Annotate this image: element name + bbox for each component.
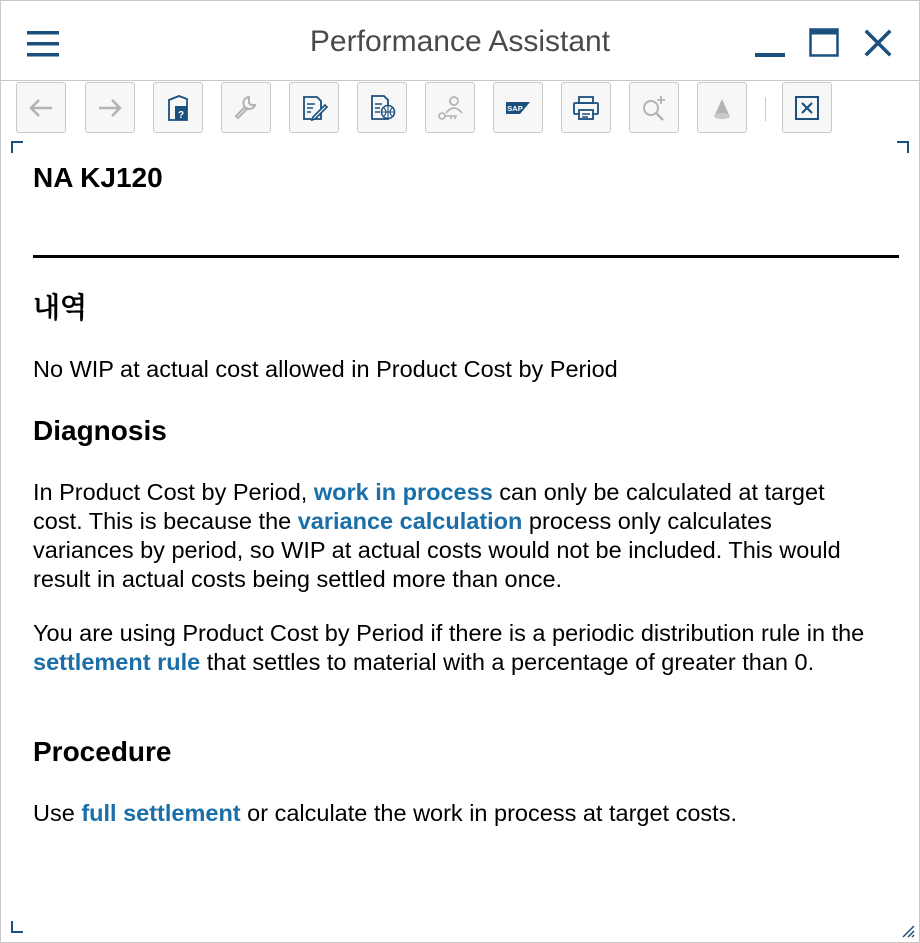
application-help-button[interactable] bbox=[153, 82, 203, 133]
diagnosis-paragraph-2 bbox=[33, 619, 878, 677]
window-title: Performance Assistant bbox=[309, 25, 611, 58]
arrow-left-icon bbox=[26, 93, 56, 123]
link-work-in-process[interactable]: work in process bbox=[313, 479, 493, 505]
procedure-heading: Procedure bbox=[33, 736, 172, 767]
cone-icon bbox=[707, 93, 737, 123]
toolbar-separator bbox=[765, 97, 766, 121]
person-key-icon bbox=[435, 93, 465, 123]
printer-icon bbox=[571, 93, 601, 123]
close-document-button[interactable] bbox=[782, 82, 832, 133]
resize-grip-icon[interactable] bbox=[899, 922, 915, 938]
document-globe-icon bbox=[367, 93, 397, 123]
close-icon[interactable] bbox=[858, 23, 898, 63]
svg-text:?: ? bbox=[177, 109, 185, 121]
message-id-title: NA KJ120 bbox=[33, 162, 163, 193]
zoom-plus-icon bbox=[639, 93, 669, 123]
short-text: No WIP at actual cost allowed in Product Cost by Period bbox=[33, 356, 618, 382]
link-full-settlement[interactable]: full settlement bbox=[81, 800, 241, 826]
diagnosis-heading: Diagnosis bbox=[33, 415, 167, 446]
sap-library-button[interactable] bbox=[493, 82, 543, 133]
wrench-icon bbox=[231, 93, 261, 123]
diagnosis-p1-text-2: can only be calculated at target cost. This is because the bbox=[33, 479, 825, 534]
document-content bbox=[33, 161, 899, 826]
technical-info-button[interactable] bbox=[221, 82, 271, 133]
user-settings-button[interactable] bbox=[425, 82, 475, 133]
maximize-icon[interactable] bbox=[804, 23, 844, 63]
corner-mark-bottom-left bbox=[11, 921, 23, 933]
sap-logo-icon bbox=[503, 93, 533, 123]
triangle-button[interactable] bbox=[697, 82, 747, 133]
diagnosis-paragraph-1 bbox=[33, 478, 853, 594]
corner-mark-top-right bbox=[897, 141, 909, 153]
print-button[interactable] bbox=[561, 82, 611, 133]
svg-text:SAP: SAP bbox=[507, 103, 523, 113]
document-edit-icon bbox=[299, 93, 329, 123]
diagnosis-p2-text-1: You are using Product Cost by Period if there is a periodic distribution rule in the bbox=[33, 620, 865, 646]
forward-button[interactable] bbox=[85, 82, 135, 133]
find-button[interactable] bbox=[629, 82, 679, 133]
arrow-right-icon bbox=[95, 93, 125, 123]
web-document-button[interactable] bbox=[357, 82, 407, 133]
help-document-icon bbox=[163, 93, 193, 123]
back-button[interactable] bbox=[16, 82, 66, 133]
diagnosis-p1-text-3: process only calculates variances by period, so WIP at actual costs would not be included. This would result in actual costs being settled more than once. bbox=[33, 508, 841, 592]
title-divider bbox=[33, 255, 899, 258]
corner-mark-top-left bbox=[11, 141, 23, 153]
short-text-heading: 내역 bbox=[33, 292, 88, 323]
minimize-icon[interactable] bbox=[751, 23, 791, 63]
diagnosis-p1-text-1: In Product Cost by Period, bbox=[33, 479, 314, 505]
toolbar bbox=[1, 81, 919, 137]
edit-button[interactable] bbox=[289, 82, 339, 133]
procedure-paragraph bbox=[33, 799, 899, 828]
procedure-text-2: or calculate the work in process at target costs. bbox=[240, 800, 737, 826]
procedure-text-1: Use bbox=[33, 800, 82, 826]
close-box-icon bbox=[792, 93, 822, 123]
title-bar bbox=[1, 1, 919, 81]
link-settlement-rule[interactable]: settlement rule bbox=[33, 649, 201, 675]
diagnosis-p2-text-2: that settles to material with a percentage of greater than 0. bbox=[200, 649, 815, 675]
link-variance-calculation[interactable]: variance calculation bbox=[297, 508, 523, 534]
